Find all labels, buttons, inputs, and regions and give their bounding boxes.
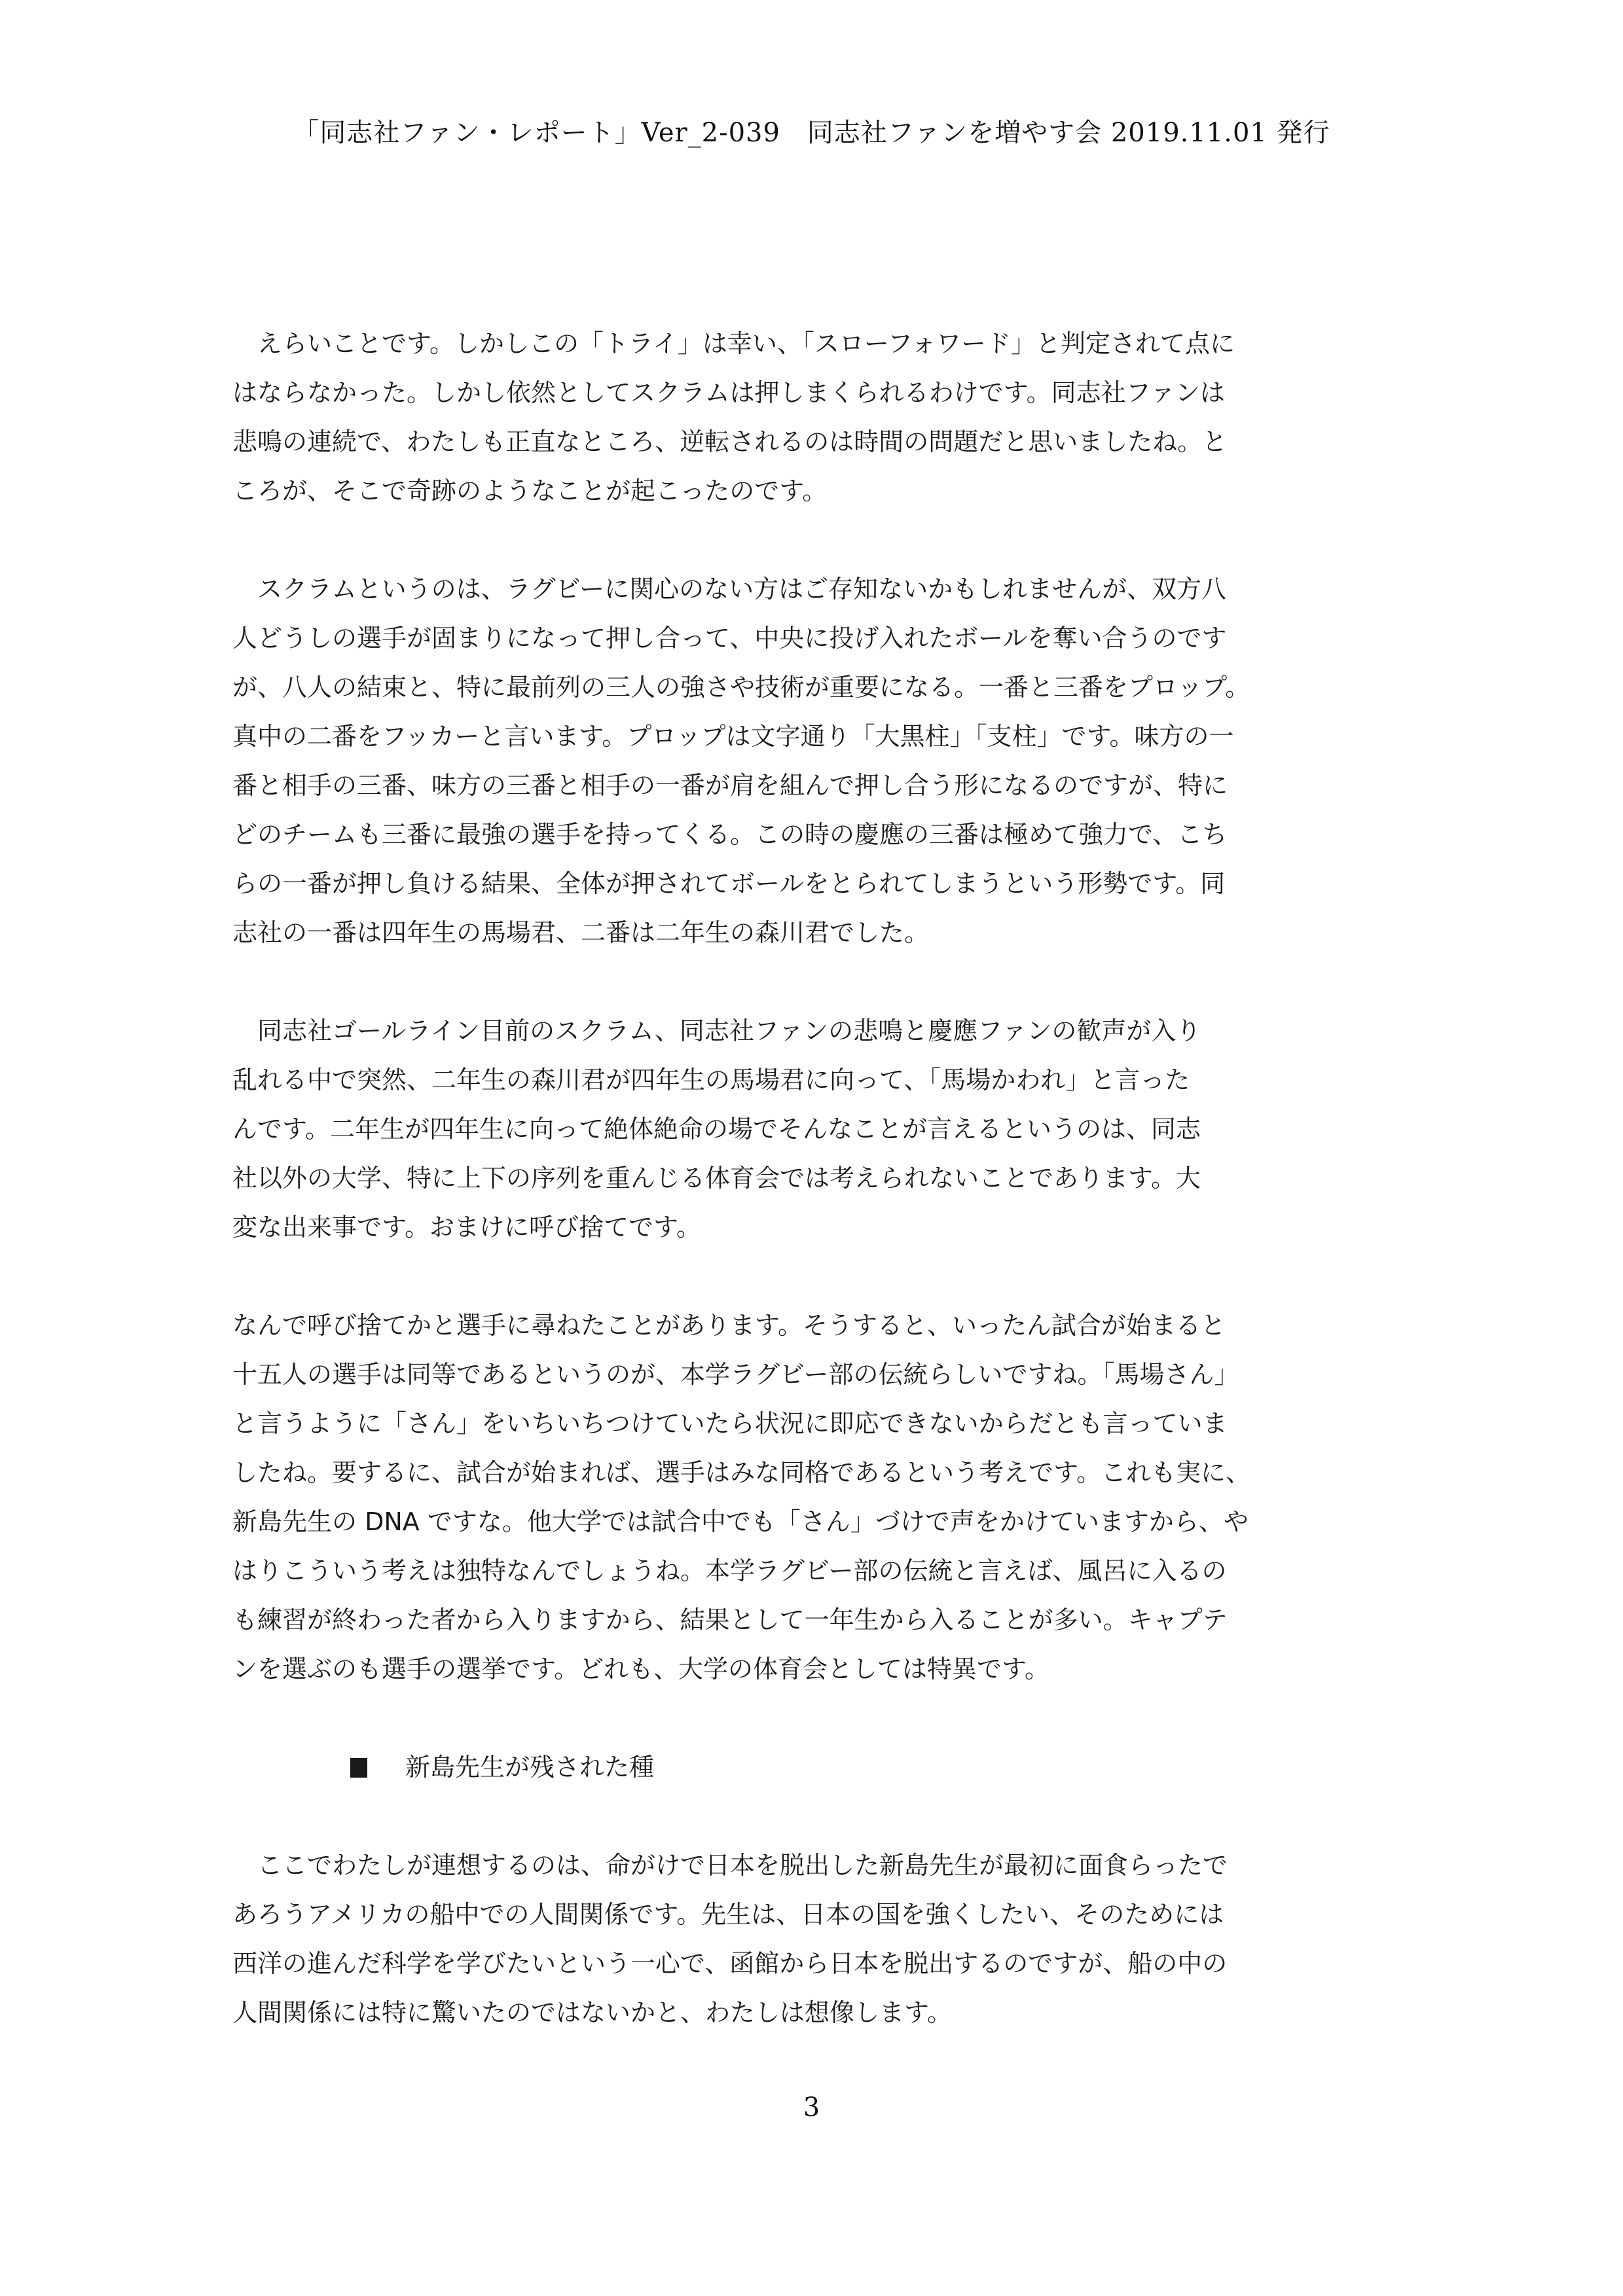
text-line: スクラムというのは、ラグビーに関心のない方はご存知ないかもしれませんが、双方八 — [232, 575, 1227, 603]
section-heading-text: 新島先生が残された種 — [405, 1753, 655, 1782]
text-line: 番と相手の三番、味方の三番と相手の一番が肩を組んで押し合う形になるのですが、特に — [232, 771, 1228, 800]
text-line: ンを選ぶのも選手の選挙です。どれも、大学の体育会としては特異です。 — [232, 1655, 1049, 1683]
text-line: ころが、そこで奇跡のようなことが起こったのです。 — [232, 476, 828, 505]
text-line: も練習が終わった者から入りますから、結果として一年生から入ることが多い。キャプテ — [232, 1605, 1228, 1634]
text-line: えらいことです。しかしこの「トライ」は幸い、「スローフォワード」と判定されて点に — [232, 329, 1235, 358]
text-line: 新島先生の DNA ですな。他大学では試合中でも「さん」づけで声をかけていますから、や — [232, 1507, 1249, 1536]
article-body — [232, 319, 1404, 2087]
paragraph-1 — [232, 319, 1404, 516]
text-line: 同志社ゴールライン目前のスクラム、同志社ファンの悲鳴と慶應ファンの歓声が入り — [232, 1016, 1201, 1045]
paragraph-5 — [232, 1841, 1404, 2037]
text-line: どのチームも三番に最強の選手を持ってくる。この時の慶應の三番は極めて強力で、こち — [232, 820, 1228, 849]
section-heading — [350, 1743, 1404, 1792]
text-line: 変な出来事です。おまけに呼び捨てです。 — [232, 1213, 701, 1242]
paragraph-3 — [232, 1007, 1404, 1252]
text-line: したね。要するに、試合が始まれば、選手はみな同格であるという考えです。これも実に、 — [232, 1458, 1250, 1487]
text-line: 西洋の進んだ科学を学びたいという一心で、函館から日本を脱出するのですが、船の中の — [232, 1949, 1228, 1978]
black-square-icon — [350, 1758, 367, 1778]
text-line: あろうアメリカの船中での人間関係です。先生は、日本の国を強くしたい、そのためには — [232, 1900, 1224, 1929]
paragraph-4 — [232, 1301, 1404, 1694]
text-line: はりこういう考えは独特なんでしょうね。本学ラグビー部の伝統と言えば、風呂に入るの — [232, 1556, 1227, 1585]
text-line: と言うように「さん」をいちいちつけていたら状況に即応できないからだとも言っていま — [232, 1409, 1228, 1438]
text-line: 志社の一番は四年生の馬場君、二番は二年生の森川君でした。 — [232, 918, 930, 947]
text-line: らの一番が押し負ける結果、全体が押されてボールをとられてしまうという形勢です。同 — [232, 869, 1226, 898]
text-line: が、八人の結束と、特に最前列の三人の強さや技術が重要になる。一番と三番をプロップ。 — [232, 673, 1250, 702]
text-line: 乱れる中で突然、二年生の森川君が四年生の馬場君に向って、「馬場かわれ」と言った — [232, 1066, 1190, 1094]
text-line: ここでわたしが連想するのは、命がけで日本を脱出した新島先生が最初に面食らったで — [232, 1851, 1228, 1880]
text-line: 人間関係には特に驚いたのではないかと、わたしは想像します。 — [232, 1998, 952, 2027]
text-line: 人どうしの選手が固まりになって押し合って、中央に投げ入れたボールを奪い合うのです — [232, 624, 1227, 653]
text-line: 十五人の選手は同等であるというのが、本学ラグビー部の伝統らしいですね。「馬場さん」 — [232, 1360, 1239, 1389]
page-number: 3 — [803, 2092, 820, 2123]
text-line: なんで呼び捨てかと選手に尋ねたことがあります。そうすると、いったん試合が始まると — [232, 1311, 1226, 1340]
running-header: 「同志社ファン・レポート」Ver_2-039 同志社ファンを増やす会 2019.11.01 発行 — [293, 118, 1330, 148]
text-line: はならなかった。しかし依然としてスクラムは押しまくられるわけです。同志社ファンは — [232, 378, 1225, 407]
text-line: 真中の二番をフッカーと言います。プロップは文字通り「大黒柱」「支柱」です。味方の一 — [232, 722, 1234, 751]
text-line: んです。二年生が四年生に向って絶体絶命の場でそんなことが言えるというのは、同志 — [232, 1115, 1201, 1143]
text-line: 悲鳴の連続で、わたしも正直なところ、逆転されるのは時間の問題だと思いましたね。と — [232, 427, 1228, 456]
text-line: 社以外の大学、特に上下の序列を重んじる体育会では考えられないことであります。大 — [232, 1164, 1201, 1193]
paragraph-2 — [232, 565, 1404, 958]
